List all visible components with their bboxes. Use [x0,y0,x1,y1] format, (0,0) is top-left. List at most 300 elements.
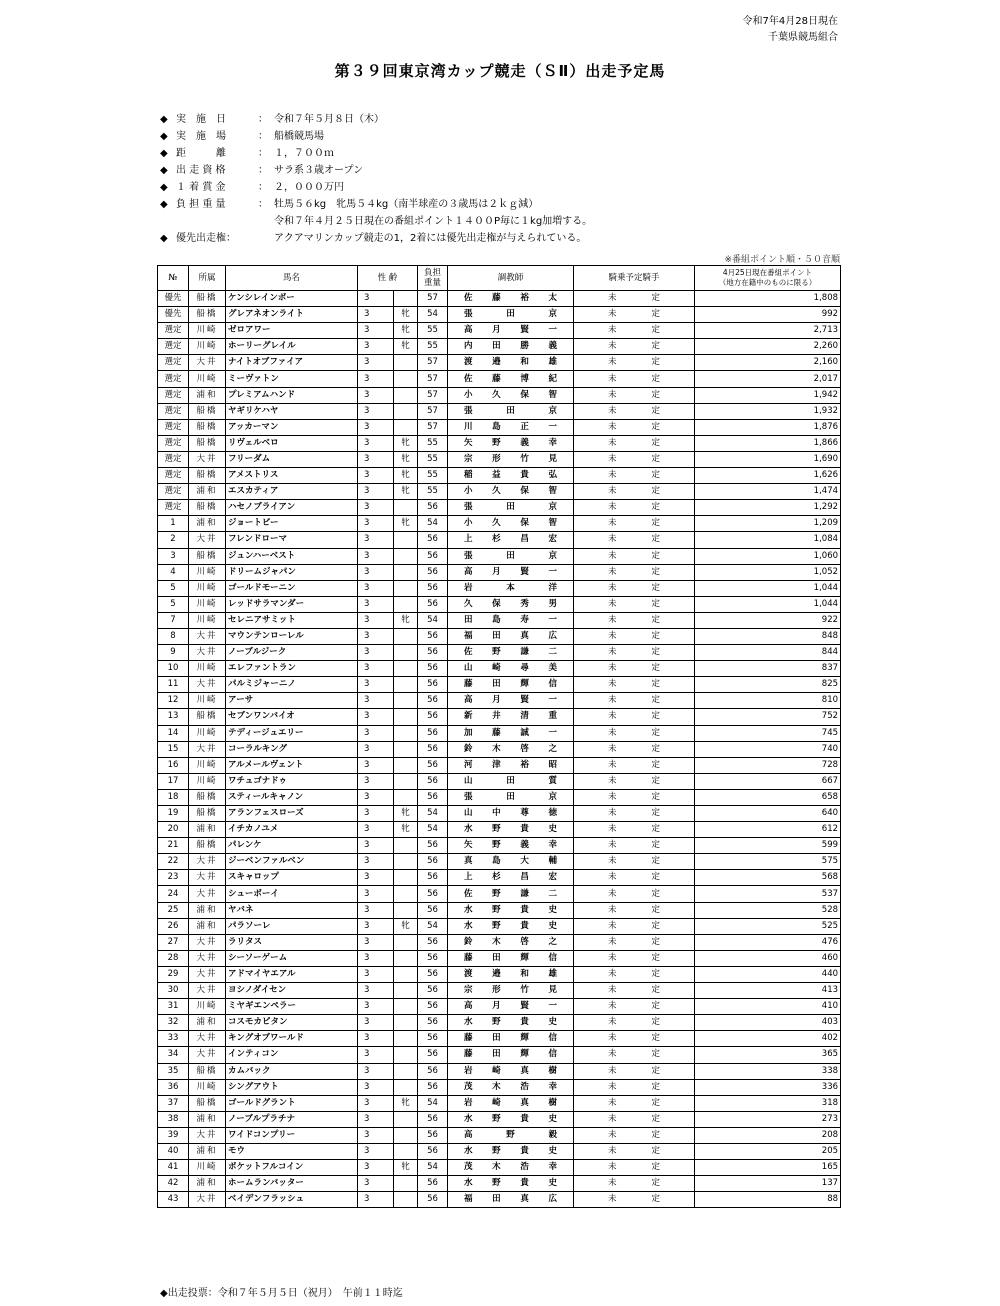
cell-affiliation: 大井 [189,870,226,886]
cell-affiliation: 大井 [189,1047,226,1063]
table-row [158,789,841,805]
cell-sex [394,1047,418,1063]
cell-trainer: 山崎尋美 [448,661,574,677]
cell-points: 640 [695,806,841,822]
cell-no: 9 [158,645,189,661]
info-label: 実 施 日 [176,114,226,125]
cell-sex [394,1192,418,1208]
cell-trainer: 久保秀男 [448,596,574,612]
cell-age: 3 [358,902,394,918]
cell-no: 21 [158,838,189,854]
cell-no: 3 [158,548,189,564]
cell-affiliation: 船橋 [189,838,226,854]
info-colon: ： [258,182,268,193]
cell-affiliation: 船橋 [189,789,226,805]
cell-jockey: 未定 [574,403,695,419]
cell-horse-name: グレアネオンライト [226,307,358,323]
table-row [158,307,841,323]
cell-jockey: 未定 [574,1176,695,1192]
cell-age: 3 [358,1079,394,1095]
cell-affiliation: 船橋 [189,500,226,516]
cell-age: 3 [358,1095,394,1111]
info-value: アクアマリンカップ競走の1，2着には優先出走権が与えられている。 [274,233,587,244]
cell-jockey: 未定 [574,291,695,307]
cell-affiliation: 浦和 [189,902,226,918]
table-row [158,661,841,677]
cell-sex [394,1176,418,1192]
cell-horse-name: ジーベンファルベン [226,854,358,870]
cell-weight: 57 [418,419,448,435]
cell-jockey: 未定 [574,596,695,612]
table-row [158,934,841,950]
cell-no: 1 [158,516,189,532]
cell-no: 29 [158,966,189,982]
cell-horse-name: スキャロップ [226,870,358,886]
cell-jockey: 未定 [574,323,695,339]
cell-no: 27 [158,934,189,950]
cell-horse-name: モウ [226,1143,358,1159]
cell-sex: 牝 [394,307,418,323]
cell-sex: 牝 [394,806,418,822]
info-label: 距 離 [176,148,226,159]
table-row [158,854,841,870]
cell-no: 選定 [158,323,189,339]
cell-horse-name: パレンケ [226,838,358,854]
cell-affiliation: 大井 [189,1127,226,1143]
cell-trainer: 渡邉和雄 [448,355,574,371]
cell-jockey: 未定 [574,822,695,838]
cell-sex [394,1127,418,1143]
cell-jockey: 未定 [574,371,695,387]
cell-points: 413 [695,983,841,999]
cell-affiliation: 川崎 [189,612,226,628]
cell-trainer: 張田京 [448,789,574,805]
cell-horse-name: ゼロアワー [226,323,358,339]
cell-weight: 54 [418,516,448,532]
cell-jockey: 未定 [574,451,695,467]
info-bullet: ◆ [160,148,168,159]
cell-sex [394,580,418,596]
cell-age: 3 [358,822,394,838]
cell-weight: 56 [418,1127,448,1143]
cell-affiliation: 大井 [189,628,226,644]
cell-weight: 56 [418,1079,448,1095]
as-of-date: 令和7年4月28日現在 [742,16,838,27]
cell-sex [394,773,418,789]
cell-trainer: 河津裕昭 [448,757,574,773]
cell-no: 優先 [158,291,189,307]
cell-no: 選定 [158,371,189,387]
cell-points: 922 [695,612,841,628]
cell-trainer: 高月賢一 [448,999,574,1015]
cell-weight: 54 [418,612,448,628]
cell-sex: 牝 [394,323,418,339]
cell-horse-name: セレニアサミット [226,612,358,628]
cell-sex: 牝 [394,435,418,451]
cell-points: 1,052 [695,564,841,580]
cell-sex [394,693,418,709]
cell-points: 575 [695,854,841,870]
cell-age: 3 [358,580,394,596]
cell-horse-name: パラソーレ [226,918,358,934]
cell-trainer: 藤田輝信 [448,950,574,966]
cell-jockey: 未定 [574,950,695,966]
cell-affiliation: 船橋 [189,1063,226,1079]
cell-no: 選定 [158,451,189,467]
cell-jockey: 未定 [574,854,695,870]
table-row [158,339,841,355]
cell-age: 3 [358,999,394,1015]
cell-jockey: 未定 [574,516,695,532]
cell-points: 745 [695,725,841,741]
cell-no: 42 [158,1176,189,1192]
cell-horse-name: カムバック [226,1063,358,1079]
cell-age: 3 [358,1111,394,1127]
cell-weight: 55 [418,435,448,451]
cell-points: 599 [695,838,841,854]
cell-age: 3 [358,516,394,532]
info-value: 令和７年４月２５日現在の番組ポイント１４００P毎に１kg加増する。 [274,216,593,227]
cell-age: 3 [358,468,394,484]
cell-jockey: 未定 [574,1111,695,1127]
cell-age: 3 [358,870,394,886]
cell-weight: 56 [418,854,448,870]
cell-points: 667 [695,773,841,789]
cell-age: 3 [358,693,394,709]
cell-age: 3 [358,612,394,628]
cell-trainer: 張田京 [448,403,574,419]
cell-trainer: 福田真広 [448,628,574,644]
cell-trainer: 高野毅 [448,1127,574,1143]
info-value: サラ系３歳オープン [274,165,364,176]
cell-trainer: 渡邉和雄 [448,966,574,982]
cell-points: 568 [695,870,841,886]
table-row [158,516,841,532]
cell-no: 5 [158,580,189,596]
info-label: 実 施 場 [176,131,226,142]
cell-age: 3 [358,725,394,741]
cell-points: 1,292 [695,500,841,516]
cell-horse-name: ドリームジャパン [226,564,358,580]
cell-trainer: 加藤誠一 [448,725,574,741]
cell-trainer: 稲益貴弘 [448,468,574,484]
table-row [158,628,841,644]
cell-trainer: 水野貴史 [448,1143,574,1159]
table-row [158,773,841,789]
header-horse: 馬名 [226,266,358,291]
cell-trainer: 小久保智 [448,516,574,532]
cell-horse-name: ナイトオブファイア [226,355,358,371]
cell-weight: 56 [418,886,448,902]
cell-affiliation: 浦和 [189,1015,226,1031]
cell-trainer: 福田真広 [448,1192,574,1208]
cell-weight: 57 [418,403,448,419]
cell-no: 36 [158,1079,189,1095]
cell-jockey: 未定 [574,1127,695,1143]
cell-sex: 牝 [394,516,418,532]
cell-sex [394,387,418,403]
cell-points: 728 [695,757,841,773]
cell-horse-name: スティールキャノン [226,789,358,805]
cell-affiliation: 大井 [189,677,226,693]
cell-affiliation: 大井 [189,950,226,966]
cell-jockey: 未定 [574,1015,695,1031]
table-row [158,822,841,838]
table-row [158,451,841,467]
cell-no: 35 [158,1063,189,1079]
cell-affiliation: 川崎 [189,773,226,789]
table-row [158,902,841,918]
cell-horse-name: パルミジャーニノ [226,677,358,693]
table-row [158,725,841,741]
info-bullet: ◆ [160,131,168,142]
header-points: 4月25日現在番組ポイント （地方在籍中のものに限る） [695,266,841,291]
cell-weight: 56 [418,709,448,725]
cell-no: 30 [158,983,189,999]
cell-horse-name: ハセノブライアン [226,500,358,516]
cell-no: 19 [158,806,189,822]
cell-affiliation: 船橋 [189,468,226,484]
cell-horse-name: フリーダム [226,451,358,467]
cell-sex [394,548,418,564]
cell-affiliation: 川崎 [189,339,226,355]
cell-no: 15 [158,741,189,757]
cell-affiliation: 浦和 [189,516,226,532]
cell-horse-name: ヤギリケハヤ [226,403,358,419]
cell-sex [394,1031,418,1047]
table-row [158,532,841,548]
cell-trainer: 真島大輔 [448,854,574,870]
cell-sex [394,291,418,307]
cell-jockey: 未定 [574,999,695,1015]
info-value: ２，０００万円 [274,182,344,193]
cell-affiliation: 浦和 [189,1111,226,1127]
cell-weight: 56 [418,838,448,854]
cell-horse-name: ジュンハーベスト [226,548,358,564]
cell-affiliation: 川崎 [189,1160,226,1176]
cell-affiliation: 船橋 [189,307,226,323]
info-row [160,111,592,128]
cell-jockey: 未定 [574,468,695,484]
cell-age: 3 [358,934,394,950]
cell-sex [394,628,418,644]
info-bullet: ◆ [160,182,168,193]
info-label: 負 担 重 量 [176,199,226,210]
header-trainer: 調教師 [448,266,574,291]
table-row [158,500,841,516]
cell-trainer: 岩崎真樹 [448,1063,574,1079]
cell-jockey: 未定 [574,1063,695,1079]
cell-sex [394,870,418,886]
cell-sex: 牝 [394,468,418,484]
cell-horse-name: コーラルキング [226,741,358,757]
cell-weight: 56 [418,677,448,693]
cell-points: 205 [695,1143,841,1159]
table-header-row [158,266,841,291]
info-colon: ： [258,114,268,125]
cell-weight: 56 [418,1063,448,1079]
cell-sex [394,355,418,371]
cell-sex: 牝 [394,918,418,934]
info-row [160,145,592,162]
cell-jockey: 未定 [574,693,695,709]
cell-age: 3 [358,1015,394,1031]
cell-horse-name: テディージュエリー [226,725,358,741]
cell-weight: 56 [418,693,448,709]
cell-jockey: 未定 [574,645,695,661]
cell-jockey: 未定 [574,500,695,516]
cell-sex: 牝 [394,822,418,838]
cell-jockey: 未定 [574,773,695,789]
cell-weight: 57 [418,291,448,307]
table-row [158,838,841,854]
cell-trainer: 川島正一 [448,419,574,435]
table-row [158,580,841,596]
cell-weight: 56 [418,983,448,999]
table-row [158,419,841,435]
cell-age: 3 [358,403,394,419]
cell-sex [394,741,418,757]
cell-weight: 54 [418,918,448,934]
cell-age: 3 [358,451,394,467]
cell-points: 460 [695,950,841,966]
cell-points: 336 [695,1079,841,1095]
cell-points: 740 [695,741,841,757]
cell-no: 10 [158,661,189,677]
cell-weight: 56 [418,1111,448,1127]
cell-jockey: 未定 [574,628,695,644]
cell-points: 137 [695,1176,841,1192]
cell-no: 16 [158,757,189,773]
cell-points: 752 [695,709,841,725]
cell-weight: 56 [418,757,448,773]
info-row [160,230,592,247]
cell-points: 440 [695,966,841,982]
table-row [158,1111,841,1127]
cell-jockey: 未定 [574,886,695,902]
cell-affiliation: 川崎 [189,580,226,596]
cell-trainer: 佐藤裕太 [448,291,574,307]
cell-sex [394,966,418,982]
cell-weight: 56 [418,1143,448,1159]
cell-horse-name: フレンドローマ [226,532,358,548]
cell-points: 365 [695,1047,841,1063]
info-row [160,128,592,145]
cell-jockey: 未定 [574,741,695,757]
cell-jockey: 未定 [574,1095,695,1111]
cell-age: 3 [358,435,394,451]
cell-horse-name: エスカティア [226,484,358,500]
cell-sex [394,1015,418,1031]
cell-points: 825 [695,677,841,693]
cell-jockey: 未定 [574,612,695,628]
cell-affiliation: 船橋 [189,709,226,725]
cell-no: 33 [158,1031,189,1047]
cell-weight: 54 [418,1095,448,1111]
cell-affiliation: 船橋 [189,435,226,451]
table-row [158,435,841,451]
cell-trainer: 小久保智 [448,484,574,500]
cell-no: 43 [158,1192,189,1208]
cell-sex [394,645,418,661]
cell-horse-name: プレミアムハンド [226,387,358,403]
table-row [158,484,841,500]
voting-deadline: ◆出走投票：令和７年５月５日（祝月） 午前１１時迄 [160,1288,403,1299]
cell-horse-name: コスモカピタン [226,1015,358,1031]
cell-affiliation: 大井 [189,741,226,757]
cell-age: 3 [358,886,394,902]
cell-weight: 54 [418,806,448,822]
cell-weight: 56 [418,628,448,644]
cell-no: 38 [158,1111,189,1127]
header-weight: 負担 重量 [418,266,448,291]
cell-points: 528 [695,902,841,918]
cell-trainer: 佐野謙二 [448,886,574,902]
info-row [160,196,592,213]
cell-jockey: 未定 [574,1079,695,1095]
cell-jockey: 未定 [574,532,695,548]
cell-sex [394,1079,418,1095]
cell-no: 7 [158,612,189,628]
cell-weight: 57 [418,387,448,403]
cell-points: 1,808 [695,291,841,307]
info-bullet: ◆ [160,165,168,176]
table-row [158,1160,841,1176]
cell-sex [394,1111,418,1127]
cell-horse-name: ジョートビー [226,516,358,532]
cell-affiliation: 大井 [189,645,226,661]
cell-sex [394,725,418,741]
cell-affiliation: 大井 [189,983,226,999]
cell-trainer: 内田勝義 [448,339,574,355]
info-colon: ： [258,165,268,176]
cell-sex [394,500,418,516]
cell-age: 3 [358,950,394,966]
cell-age: 3 [358,983,394,999]
cell-trainer: 水野貴史 [448,822,574,838]
cell-trainer: 張田京 [448,307,574,323]
cell-trainer: 宗形竹見 [448,983,574,999]
cell-points: 1,044 [695,580,841,596]
cell-sex [394,371,418,387]
cell-no: 14 [158,725,189,741]
cell-weight: 54 [418,1160,448,1176]
cell-age: 3 [358,661,394,677]
cell-points: 402 [695,1031,841,1047]
cell-age: 3 [358,596,394,612]
cell-jockey: 未定 [574,548,695,564]
cell-trainer: 鈴木啓之 [448,934,574,950]
cell-horse-name: アランフェスローズ [226,806,358,822]
info-bullet: ◆ [160,199,168,210]
info-colon: ： [258,148,268,159]
table-row [158,1143,841,1159]
info-value: 令和７年５月８日（木） [274,114,384,125]
cell-sex [394,677,418,693]
cell-jockey: 未定 [574,838,695,854]
cell-horse-name: シューボーイ [226,886,358,902]
cell-no: 31 [158,999,189,1015]
cell-points: 88 [695,1192,841,1208]
cell-points: 1,932 [695,403,841,419]
cell-age: 3 [358,645,394,661]
cell-age: 3 [358,806,394,822]
cell-weight: 57 [418,371,448,387]
cell-points: 476 [695,934,841,950]
cell-age: 3 [358,548,394,564]
cell-trainer: 佐藤博紀 [448,371,574,387]
cell-weight: 56 [418,645,448,661]
